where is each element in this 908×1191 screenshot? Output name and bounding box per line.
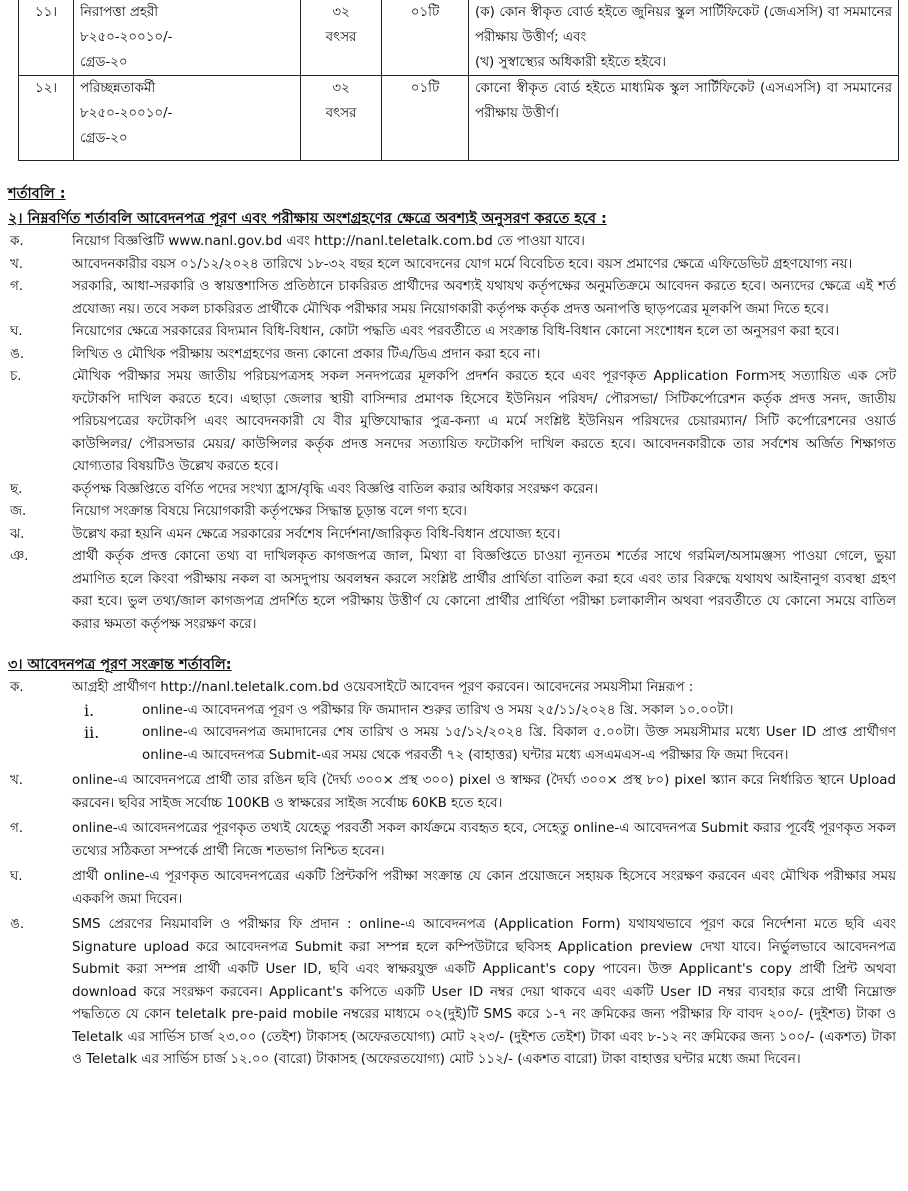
qualification-line: (খ) সুস্বাস্থ্যের অধিকারী হইতে হইবে। [475, 55, 667, 70]
grade: গ্রেড-২০ [80, 55, 128, 70]
item-label: ছ. [10, 481, 23, 497]
item-label: ঙ. [10, 917, 25, 932]
list-item [8, 344, 900, 367]
item-text: online-এ আবেদনপত্রে প্রার্থী তার রঙিন ছবি (দৈর্ঘ্য ৩০০× প্রস্থ ৩০০) pixel ও স্বাক্ষর (দৈর্ঘ্য ৩০০× প্রস্থ ৮০) pixel স্ক্যান করে নির্ধারিত স্থানে Upload করবেন। ছবির সাইজ সর্বোচ্চ 100KB ও স্বাক্ষরের সাইজ সর্বোচ্চ 60KB হতে হবে। [72, 773, 896, 811]
post-title: পরিচ্ছন্নতাকর্মী [80, 81, 156, 96]
item-label: ঝ. [10, 526, 25, 542]
table-row [19, 76, 899, 161]
item-label: ঘ. [10, 869, 23, 884]
list-item [8, 770, 900, 815]
post-cell [74, 0, 301, 76]
qualification-cell [469, 0, 899, 76]
item-text: প্রার্থী online-এ পূরণকৃত আবেদনপত্রের একটি প্রিন্টকপি পরীক্ষা সংক্রান্ত যে কোন প্রয়োজনে সহায়ক হিসেবে সংরক্ষণ করবেন এবং মৌখিক পরীক্ষার সময় এককপি জমা দিবেন। [72, 869, 896, 907]
sub-item-text: online-এ আবেদনপত্র জমাদানের শেষ তারিখ ও সময় ১৫/১২/২০২৪ খ্রি. বিকাল ৫.০০টা। উক্ত সময়সীমার মধ্যে User ID প্রাপ্ত প্রার্থীগণ online-এ আবেদনপত্র Submit-এর সময় থেকে পরবর্তী ৭২ (বাহাত্তর) ঘন্টার মধ্যে এসএমএস-এ পরীক্ষার ফি জমা দিবেন। [142, 725, 896, 763]
count-cell: ০১টি [382, 0, 469, 76]
item-text: লিখিত ও মৌখিক পরীক্ষায় অংশগ্রহণের জন্য কোনো প্রকার টিএ/ডিএ প্রদান করা হবে না। [72, 346, 541, 362]
item-label: গ. [10, 821, 24, 836]
list-item [8, 231, 900, 254]
section-2-list [8, 231, 900, 636]
list-item [8, 914, 900, 1072]
post-title: নিরাপত্তা প্রহরী [80, 5, 159, 20]
section-3-list [8, 677, 900, 1072]
item-text: প্রার্থী কর্তৃক প্রদত্ত কোনো তথ্য বা দাখিলকৃত কাগজপত্র জাল, মিথ্যা বা বিজ্ঞপ্তিতে চাওয়া ন্যূনতম শর্তের সাথে গরমিল/অসামঞ্জস্য পাওয়া গেলে, ভুয়া প্রমাণিত হলে কিংবা পরীক্ষায় নকল বা অসদুপায় অবলম্বন করলে সংশ্লিষ্ট প্রার্থীর প্রার্থিতা বাতিল করা হবে এবং তার বিরুদ্ধে যথাযথ আইনানুগ ব্যবস্থা গ্রহণ করা হবে। ভুল তথ্য/জাল কাগজপত্র প্রদর্শিত হলে পরীক্ষায় উত্তীর্ণ যে কোনো প্রার্থীর প্রার্থিতা পরীক্ষা চলাকালীন অথবা পরবর্তীতে যে কোনো সময়ে বাতিল করার ক্ষমতা কর্তৃপক্ষ সংরক্ষণ করে। [72, 549, 896, 632]
item-label: খ. [10, 256, 24, 272]
item-text: আবেদনকারীর বয়স ০১/১২/২০২৪ তারিখে ১৮-৩২ বছর হলে আবেদনের যোগ মর্মে বিবেচিত হবে। বয়স প্রমাণের ক্ষেত্রে এফিডেভিট গ্রহণযোগ্য নয়। [72, 256, 853, 272]
item-text: নিয়োগের ক্ষেত্রে সরকারের বিদ্যমান বিধি-বিধান, কোটা পদ্ধতি এবং পরবর্তীতে এ সংক্রান্ত বিধি-বিধান কোনো সংশোধন হলে তা অনুসরণ করা হবে। [72, 324, 840, 339]
age-value: ৩২ [332, 81, 350, 96]
sub-item-number: ii. [84, 723, 100, 742]
section-2-heading: ২। নিম্নবর্ণিত শর্তাবলি আবেদনপত্র পূরণ এবং পরীক্ষায় অংশগ্রহণের ক্ষেত্রে অবশ্যই অনুসরণ করতে হবে : [8, 211, 607, 227]
item-label: গ. [10, 279, 24, 294]
list-item [8, 254, 900, 277]
item-label: ঘ. [10, 324, 23, 339]
item-label: ঙ. [10, 346, 25, 362]
post-cell [74, 76, 301, 161]
item-label: জ. [10, 504, 27, 519]
list-item [8, 546, 900, 636]
age-value: ৩২ [332, 5, 350, 20]
serial-cell: ১১। [19, 0, 74, 76]
item-label: খ. [10, 773, 24, 788]
list-item [8, 479, 900, 502]
section-3-heading: ৩। আবেদনপত্র পূরণ সংক্রান্ত শর্তাবলি: [8, 657, 232, 673]
qualification-line: কোনো স্বীকৃত বোর্ড হইতে মাধ্যমিক স্কুল সার্টিফিকেট (এসএসসি) বা সমমানের পরীক্ষায় উত্তীর্ণ। [475, 81, 892, 121]
item-text: নিয়োগ বিজ্ঞপ্তিটি www.nanl.gov.bd এবং http://nanl.teletalk.com.bd তে পাওয়া যাবে। [72, 234, 585, 249]
list-item [8, 276, 900, 321]
sub-item-text: online-এ আবেদনপত্র পূরণ ও পরীক্ষার ফি জমাদান শুরুর তারিখ ও সময় ২৫/১১/২০২৪ খ্রি. সকাল ১০.০০টা। [142, 702, 734, 718]
item-text: সরকারি, আধা-সরকারি ও স্বায়ত্তশাসিত প্রতিষ্ঠানে চাকরিরত প্রার্থীদের অবশ্যই যথাযথ কর্তৃপক্ষের অনুমতিক্রমে আবেদন করতে হবে। অন্যদের ক্ষেত্রে এই শর্ত প্রযোজ্য নয়। তবে সকল চাকরিরত প্রার্থীকে মৌখিক পরীক্ষার সময় নিয়োগকারী কর্তৃপক্ষ কর্তৃক প্রদত্ত অনাপত্তি ছাড়পত্রের মূলকপি জমা দিতে হবে। [72, 279, 896, 317]
sub-item [8, 722, 900, 767]
item-text: মৌখিক পরীক্ষার সময় জাতীয় পরিচয়পত্রসহ সকল সনদপত্রের মূলকপি প্রদর্শন করতে হবে এবং পূরণকৃত Application Formসহ সত্যায়িত এক সেট ফটোকপি দাখিল করতে হবে। এছাড়া জেলার স্থায়ী বাসিন্দার প্রমাণক হিসেবে ইউনিয়ন পরিষদ/ পৌরসভা/ সিটিকর্পোরেশন কর্তৃক প্রদত্ত সনদ, জাতীয় পরিচয়পত্রের ফটোকপি এবং আবেদনকারী যে বীর মুক্তিযোদ্ধার পুত্র-কন্যা এ মর্মে সংশ্লিষ্ট ইউনিয়ন পরিষদের চেয়ারম্যান/ সিটি কর্পোরেশনের ওয়ার্ড কাউন্সিলর/ পৌরসভার মেয়র/ কাউন্সিলর কর্তৃক প্রদত্ত সনদের সত্যায়িত ফটোকপি দাখিল করতে হবে। আবেদনকারীকে তার সর্বশেষ অর্জিত শিক্ষাগত যোগ্যতার বিষয়টিও উল্লেখ করতে হবে। [72, 369, 896, 474]
age-unit: বৎসর [325, 106, 357, 121]
item-label: ঞ. [10, 549, 29, 564]
list-item [8, 321, 900, 344]
item-label: ক. [10, 680, 24, 695]
item-text: উল্লেখ করা হয়নি এমন ক্ষেত্রে সরকারের সর্বশেষ নির্দেশনা/জারিকৃত বিধি-বিধান প্রযোজ্য হবে। [72, 526, 561, 542]
list-item [8, 818, 900, 863]
sub-item-number: i. [84, 700, 95, 720]
age-cell [301, 76, 382, 161]
list-item [8, 524, 900, 547]
item-text: online-এ আবেদনপত্রের পূরণকৃত তথ্যই যেহেতু পরবর্তী সকল কার্যক্রমে ব্যবহৃত হবে, সেহেতু online-এ আবেদনপত্র Submit করার পূর্বেই পূরণকৃত সকল তথ্যের সঠিকতা সম্পর্কে প্রার্থী নিজে শতভাগ নিশ্চিত হবেন। [72, 821, 896, 859]
pay-scale: ৮২৫০-২০০১০/- [80, 30, 173, 45]
pay-scale: ৮২৫০-২০০১০/- [80, 106, 173, 121]
serial-cell: ১২। [19, 76, 74, 161]
count-cell: ০১টি [382, 76, 469, 161]
sub-item [8, 700, 900, 723]
age-cell [301, 0, 382, 76]
age-unit: বৎসর [325, 30, 357, 45]
item-label: চ. [10, 369, 22, 384]
grade: গ্রেড-২০ [80, 131, 128, 146]
list-item [8, 501, 900, 524]
qualification-line: (ক) কোন স্বীকৃত বোর্ড হইতে জুনিয়র স্কুল সার্টিফিকেট (জেএসসি) বা সমমানের পরীক্ষায় উত্তীর্ণ; এবং [475, 5, 892, 45]
item-text: নিয়োগ সংক্রান্ত বিষয়ে নিয়োগকারী কর্তৃপক্ষের সিদ্ধান্ত চূড়ান্ত বলে গণ্য হবে। [72, 504, 467, 519]
list-item [8, 677, 900, 700]
list-item [8, 866, 900, 911]
posts-table [18, 0, 899, 161]
item-text: আগ্রহী প্রার্থীগণ http://nanl.teletalk.com.bd ওয়েবসাইটে আবেদন পূরণ করবেন। আবেদনের সময়সীমা নিম্নরূপ : [72, 680, 694, 695]
qualification-cell [469, 76, 899, 161]
item-label: ক. [10, 234, 24, 249]
list-item [8, 366, 900, 479]
terms-heading: শর্তাবলি : [8, 186, 66, 202]
item-text: SMS প্রেরণের নিয়মাবলি ও পরীক্ষার ফি প্রদান : online-এ আবেদনপত্র (Application Form) যথাযথভাবে পূরণ করে নির্দেশনা মতে ছবি এবং Signature upload করে আবেদনপত্র Submit করা সম্পন্ন হলে কম্পিউটারে ছবিসহ Application preview দেখা যাবে। নির্ভুলভাবে আবেদনপত্র Submit করা সম্পন্ন প্রার্থী একটি User ID, ছবি এবং স্বাক্ষরযুক্ত একটি Applicant's copy পাবেন। উক্ত Applicant's copy প্রার্থী প্রিন্ট অথবা download করে সংরক্ষণ করবেন। Applicant's কপিতে একটি User ID নম্বর দেয়া থাকবে এবং একটি User ID নম্বর ব্যবহার করে প্রার্থী নিম্নোক্ত পদ্ধতিতে যে কোন teletalk pre-paid mobile নম্বরের মাধ্যমে ০২(দুই)টি SMS করে ১-৭ নং ক্রমিকের জন্য পরীক্ষার ফি বাবদ ২০০/- (দুইশত) টাকা ও Teletalk এর সার্ভিস চার্জ ২৩.০০ (তেইশ) টাকাসহ (অফেরতযোগ্য) মোট ২২৩/- (দুইশত তেইশ) টাকা এবং ৮-১২ নং ক্রমিকের জন্য ১০০/- (একশত) টাকা ও Teletalk এর সার্ভিস চার্জ ১২.০০ (বারো) টাকাসহ (অফেরতযোগ্য) মোট ১১২/- (একশত বারো) টাকা বাহাত্তর ঘন্টার মধ্যে জমা দিবেন। [72, 917, 896, 1067]
table-row [19, 0, 899, 76]
item-text: কর্তৃপক্ষ বিজ্ঞপ্তিতে বর্ণিত পদের সংখ্যা হ্রাস/বৃদ্ধি এবং বিজ্ঞপ্তি বাতিল করার অধিকার সংরক্ষণ করেন। [72, 481, 599, 497]
